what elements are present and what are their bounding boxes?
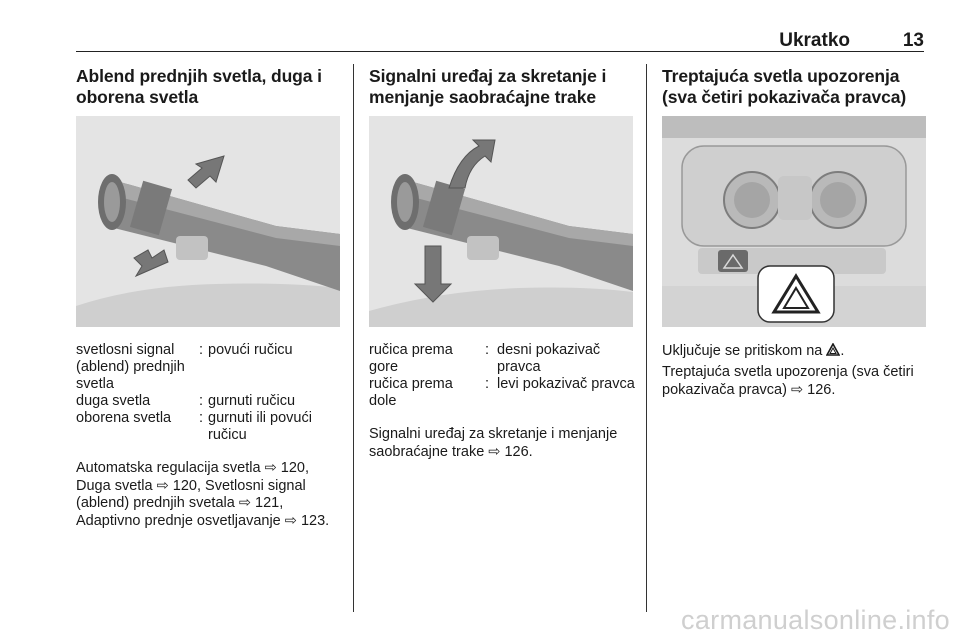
page-header (76, 28, 924, 52)
control-definitions (76, 342, 342, 444)
reference-paragraph: Signalni uređaj za skretanje i menjanje saobraćajne trake ⇨ 126. (369, 426, 618, 460)
watermark: carmanualsonline.info (681, 605, 950, 635)
column-divider (353, 64, 354, 612)
definition-term: oborena svetla (76, 410, 172, 426)
definition-term: ručica prema dole (369, 376, 453, 409)
definition-term: ručica prema gore (369, 342, 453, 375)
definition-row (369, 342, 635, 376)
definition-term: duga svetla (76, 393, 151, 409)
hazard-button-illustration (662, 116, 926, 327)
definition-description: gurnuti ručicu (208, 393, 296, 409)
definition-description: desni pokazivač pravca (497, 342, 601, 375)
definition-colon: : (484, 376, 490, 392)
section-headlight-flash (76, 66, 342, 108)
section-turn-signal (369, 66, 635, 108)
section-title: Ukratko (779, 30, 850, 51)
section-heading: Signalni uređaj za skretanje i menjanje saobraćajne trake (369, 66, 607, 107)
lever-headlight-illustration (76, 116, 340, 327)
definition-colon: : (198, 393, 204, 409)
definition-colon: : (198, 342, 204, 358)
definition-colon: : (484, 342, 490, 358)
definition-term: svetlosni signal (ablend) prednjih svetla (76, 342, 185, 392)
definition-description: levi pokazivač pravca (497, 376, 635, 392)
instruction-paragraph (662, 343, 932, 361)
definition-row (76, 342, 342, 393)
definition-description: gurnuti ili povući ručicu (208, 410, 312, 443)
instruction-text: Uključuje se pritiskom na (662, 343, 823, 359)
instruction-text-end: . (840, 343, 845, 359)
section-hazard-lights (662, 66, 928, 108)
column-divider (646, 64, 647, 612)
lever-turn-signal-illustration (369, 116, 633, 327)
definition-row (76, 410, 342, 444)
section-heading: Treptajuća svetla upozorenja (sva četiri pokazivača pravca) (662, 66, 907, 107)
definition-description: povući ručicu (208, 342, 293, 358)
definition-row (76, 393, 342, 410)
definition-row (369, 376, 635, 410)
page-number: 13 (902, 30, 924, 51)
reference-paragraph: Automatska regulacija svetla ⇨ 120, Duga svetla ⇨ 120, Svetlosni signal (ablend) prednjih svetala ⇨ 121, Adaptivno prednje osvetljavanje ⇨ 123. (76, 460, 330, 529)
section-heading: Ablend prednjih svetla, duga i oborena svetla (76, 66, 322, 107)
control-definitions (369, 342, 635, 410)
definition-colon: : (198, 410, 204, 426)
reference-paragraph: Treptajuća svetla upozorenja (sva četiri pokazivača pravca) ⇨ 126. (662, 364, 914, 398)
hazard-warning-icon (826, 343, 840, 356)
